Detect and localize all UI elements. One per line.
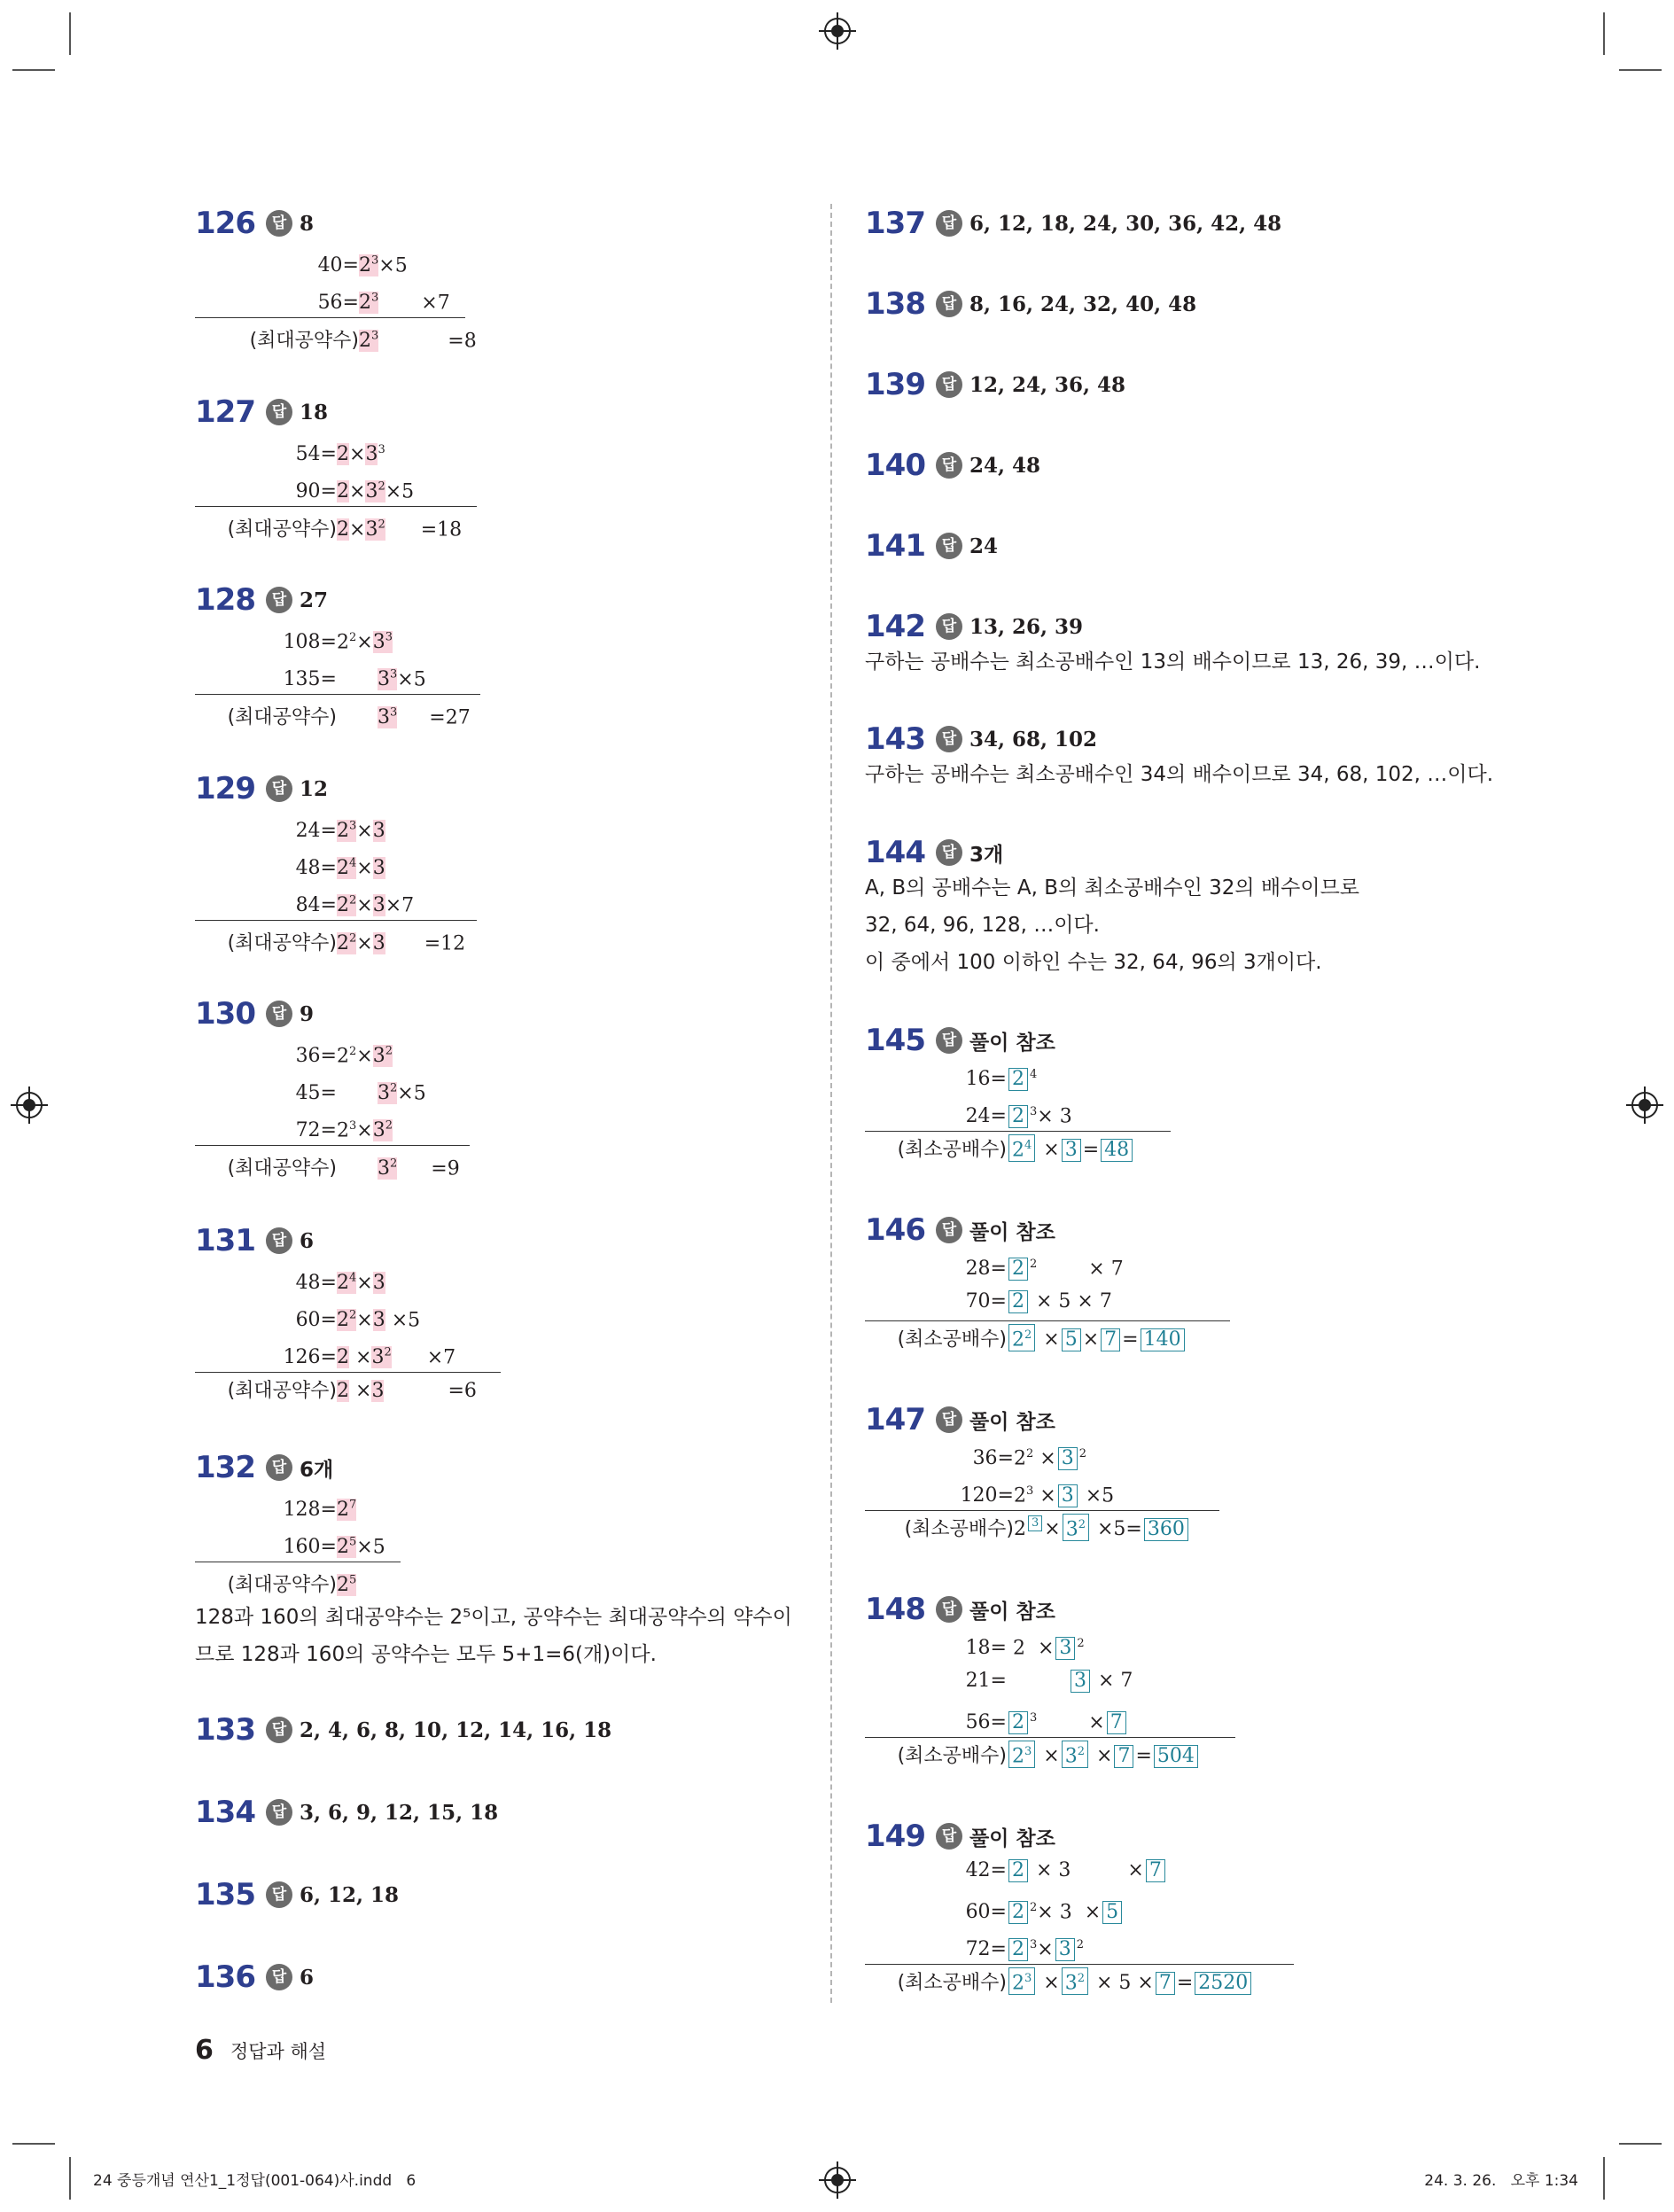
problem-136 xyxy=(195,1959,314,1995)
calc-row: $90=2\times 3^2\times 5$ xyxy=(295,480,415,503)
explanation-144 xyxy=(865,869,1359,981)
answer: 풀이 참조 xyxy=(969,1410,1055,1434)
calc-row: $126=2 \times 3^2 \times 7$ xyxy=(283,1346,456,1369)
explanation-132 xyxy=(195,1599,792,1673)
calc-row: $84=2^2\times 3\times 7$ xyxy=(295,894,415,917)
problem-number: 129 xyxy=(195,771,255,806)
problem-129 xyxy=(195,771,328,806)
answer: 6 xyxy=(299,1228,314,1253)
problem-128 xyxy=(195,582,328,618)
calc-result-row: (최대공약수)2 ×3 =6 xyxy=(195,1372,501,1410)
calc-146 xyxy=(865,1246,1230,1359)
answer: 풀이 참조 xyxy=(969,1031,1055,1055)
calc-row: $60=2^2\times 3 \times 5$ xyxy=(295,1309,421,1332)
calc-145 xyxy=(865,1056,1171,1169)
calc-row: $120=2^3 \times 3 \times 5$ xyxy=(960,1484,1115,1507)
calc-row: $135= 3^3\times 5$ xyxy=(283,668,426,691)
calc-row: 42= 2 × 3 × 7 xyxy=(865,1852,1294,1889)
problem-141 xyxy=(865,528,998,564)
answer-badge-icon: 답 xyxy=(936,1596,962,1623)
calc-row: 16= 2 $^4$ xyxy=(965,1068,1038,1091)
problem-number: 140 xyxy=(865,448,925,483)
problem-number: 144 xyxy=(865,835,925,870)
crop-mark xyxy=(1619,69,1662,71)
result-box: 360 xyxy=(1144,1518,1188,1541)
problem-144 xyxy=(865,835,1003,870)
answer-badge-icon: 답 xyxy=(936,839,962,866)
calc-result-row: (최대공약수)$2\times 3^2 =18$ xyxy=(195,506,477,544)
calc-result-row: (최소공배수) $2^4 \times 3 = 48$ xyxy=(865,1131,1171,1169)
crop-mark xyxy=(12,69,55,71)
problem-147 xyxy=(865,1402,1055,1437)
calc-result-row: (최대공약수)$2^2\times 3 =12$ xyxy=(195,920,477,958)
problem-number: 147 xyxy=(865,1402,925,1437)
crop-mark xyxy=(1603,2157,1605,2200)
problem-145 xyxy=(865,1023,1055,1058)
explanation-line: 이 중에서 100 이하인 수는 32, 64, 96의 3개이다. xyxy=(865,951,1322,974)
answer: 12, 24, 36, 48 xyxy=(969,372,1126,397)
explanation-line: 32, 64, 96, 128, …이다. xyxy=(865,914,1100,937)
problem-number: 143 xyxy=(865,721,925,757)
explanation-line: 구하는 공배수는 최소공배수인 34의 배수이므로 34, 68, 102, …이다. xyxy=(865,763,1494,786)
registration-mark-icon xyxy=(16,1092,43,1118)
problem-142 xyxy=(865,609,1083,644)
crop-mark xyxy=(69,2157,71,2200)
calc-row: $72=2^3\times 3^2$ xyxy=(295,1119,393,1142)
problem-143 xyxy=(865,721,1097,757)
calc-row: $45= 3^2\times 5$ xyxy=(295,1082,426,1105)
calc-148 xyxy=(865,1625,1235,1775)
registration-mark-icon xyxy=(824,2167,851,2193)
problem-number: 132 xyxy=(195,1450,255,1485)
problem-132 xyxy=(195,1450,333,1485)
calc-row: $36=2^2 \times 3$ $^2$ xyxy=(972,1447,1086,1470)
answer-badge-icon: 답 xyxy=(266,1227,292,1254)
slug-date: 24. 3. 26. 오후 1:34 xyxy=(1424,2172,1578,2190)
problem-number: 127 xyxy=(195,394,255,430)
calc-row: $40=2^3\times 5$ xyxy=(317,254,408,277)
calc-row: $108=2^2\times 3^3$ xyxy=(283,631,393,654)
crop-mark xyxy=(1619,2143,1662,2145)
calc-row: $54=2\times 3^3$ xyxy=(295,443,385,466)
calc-row: 18= 2 × 3 $^2$ xyxy=(965,1637,1085,1660)
answer-badge-icon: 답 xyxy=(936,726,962,752)
problem-146 xyxy=(865,1212,1055,1248)
result-box: 504 xyxy=(1154,1745,1198,1768)
calc-row: $48=2^4\times 3$ xyxy=(295,1272,385,1295)
crop-mark xyxy=(1603,12,1605,55)
answer-badge-icon: 답 xyxy=(936,533,962,559)
problem-138 xyxy=(865,286,1196,322)
calc-result-row: (최대공약수)$2^3 =8$ xyxy=(195,317,465,355)
problem-number: 130 xyxy=(195,996,255,1032)
answer-badge-icon: 답 xyxy=(266,210,292,237)
explanation-line: 므로 128과 160의 공약수는 모두 5+1=6(개)이다. xyxy=(195,1643,657,1666)
problem-number: 142 xyxy=(865,609,925,644)
result-box: 140 xyxy=(1141,1328,1185,1351)
page-title: 정답과 해설 xyxy=(230,2040,327,2062)
answer: 18 xyxy=(299,400,328,424)
problem-148 xyxy=(865,1592,1055,1627)
calc-row: 56= 2 $^3$ × 7 xyxy=(865,1700,1235,1737)
registration-mark-icon xyxy=(1631,1092,1658,1118)
problem-133 xyxy=(195,1712,611,1748)
answer-badge-icon: 답 xyxy=(266,1717,292,1743)
slug-filename: 24 중등개념 연산1_1정답(001-064)사.indd 6 xyxy=(93,2172,417,2190)
problem-126 xyxy=(195,206,314,241)
problem-149 xyxy=(865,1819,1055,1854)
calc-126 xyxy=(195,243,477,355)
problem-number: 149 xyxy=(865,1819,925,1854)
problem-127 xyxy=(195,394,328,430)
answer: 6, 12, 18 xyxy=(299,1882,400,1907)
calc-147 xyxy=(865,1436,1219,1548)
calc-row: 28= 2 $^2$ × 7 xyxy=(965,1258,1124,1281)
problem-139 xyxy=(865,367,1125,402)
calc-result-row: (최소공배수)2 $3 \times 3^2 \times 5= 360$ xyxy=(865,1510,1219,1548)
answer-badge-icon: 답 xyxy=(936,1406,962,1433)
problem-130 xyxy=(195,996,314,1032)
registration-mark-icon xyxy=(824,18,851,44)
calc-row: $48=2^4\times 3$ xyxy=(295,857,385,880)
answer: 12 xyxy=(299,776,328,801)
problem-number: 134 xyxy=(195,1795,255,1830)
answer-badge-icon: 답 xyxy=(936,1823,962,1850)
answer-badge-icon: 답 xyxy=(936,613,962,640)
problem-number: 137 xyxy=(865,206,925,241)
calc-128 xyxy=(195,619,480,732)
calc-row: 24= 2 $^3$× 3 xyxy=(965,1105,1072,1128)
answer-badge-icon: 답 xyxy=(936,371,962,398)
answer-badge-icon: 답 xyxy=(266,1454,292,1481)
problem-number: 135 xyxy=(195,1877,255,1912)
problem-number: 145 xyxy=(865,1023,925,1058)
calc-132 xyxy=(195,1487,401,1600)
answer: 24 xyxy=(969,534,998,558)
answer: 24, 48 xyxy=(969,453,1041,478)
calc-row: $128=2^7$ xyxy=(283,1499,357,1522)
result-box: 48 xyxy=(1101,1139,1133,1162)
problem-131 xyxy=(195,1223,314,1258)
answer: 13, 26, 39 xyxy=(969,614,1084,639)
answer: 풀이 참조 xyxy=(969,1826,1055,1850)
answer: 3개 xyxy=(969,843,1004,867)
calc-130 xyxy=(195,1033,470,1183)
answer: 풀이 참조 xyxy=(969,1600,1055,1624)
calc-149 xyxy=(865,1852,1294,2002)
answer-badge-icon: 답 xyxy=(936,1217,962,1243)
answer-badge-icon: 답 xyxy=(266,399,292,425)
result-box: 2520 xyxy=(1195,1972,1251,1995)
answer: 27 xyxy=(299,588,328,612)
calc-row: $56=2^3 \times 7$ xyxy=(317,292,450,315)
answer: 34, 68, 102 xyxy=(969,727,1098,752)
answer-badge-icon: 답 xyxy=(266,1001,292,1027)
calc-result-row: (최소공배수) $2^3 \times 3^2 \times 7 = 504$ xyxy=(865,1737,1235,1775)
problem-number: 131 xyxy=(195,1223,255,1258)
answer-badge-icon: 답 xyxy=(936,210,962,237)
explanation-142 xyxy=(865,643,1480,681)
answer-badge-icon: 답 xyxy=(936,452,962,479)
problem-134 xyxy=(195,1795,498,1830)
problem-number: 138 xyxy=(865,286,925,322)
answer: 6개 xyxy=(299,1458,334,1482)
column-divider xyxy=(830,204,832,2003)
calc-row: $160=2^5\times 5$ xyxy=(283,1536,385,1559)
calc-127 xyxy=(195,432,477,544)
explanation-143 xyxy=(865,756,1493,793)
calc-result-row: (최소공배수) $2^2 \times 5 \times 7 = 140$ xyxy=(865,1320,1230,1359)
answer: 3, 6, 9, 12, 15, 18 xyxy=(299,1800,499,1825)
answer: 2, 4, 6, 8, 10, 12, 14, 16, 18 xyxy=(299,1717,612,1742)
calc-result-row: (최소공배수) $2^3 \times 3^2 \times 5 \times 7 = 2520$ xyxy=(865,1964,1294,2002)
calc-result-row: (최대공약수)$2^5$ xyxy=(195,1562,401,1600)
answer: 6, 12, 18, 24, 30, 36, 42, 48 xyxy=(969,211,1282,236)
calc-129 xyxy=(195,808,477,958)
problem-number: 148 xyxy=(865,1592,925,1627)
calc-result-row: (최대공약수) $3^3 =27$ xyxy=(195,694,480,732)
calc-row: 21= 3 × 7 xyxy=(965,1670,1133,1692)
explanation-line: 구하는 공배수는 최소공배수인 13의 배수이므로 13, 26, 39, …이다. xyxy=(865,650,1481,674)
problem-137 xyxy=(865,206,1281,241)
answer: 8 xyxy=(299,211,314,236)
answer: 6 xyxy=(299,1965,314,1990)
explanation-line: 128과 160의 최대공약수는 2⁵이고, 공약수는 최대공약수의 약수이 xyxy=(195,1606,792,1629)
problem-number: 146 xyxy=(865,1212,925,1248)
answer-badge-icon: 답 xyxy=(936,1027,962,1054)
calc-row: 70= 2 × 5 × 7 xyxy=(965,1290,1112,1312)
answer-badge-icon: 답 xyxy=(266,587,292,613)
answer: 풀이 참조 xyxy=(969,1220,1055,1244)
calc-result-row: (최대공약수) $3^2 =9$ xyxy=(195,1145,470,1183)
calc-row: 72= 2 $^3$× 3 $^2$ xyxy=(965,1938,1084,1961)
answer-badge-icon: 답 xyxy=(266,1799,292,1826)
crop-mark xyxy=(69,12,71,55)
answer-badge-icon: 답 xyxy=(266,1881,292,1908)
problem-number: 141 xyxy=(865,528,925,564)
crop-mark xyxy=(12,2143,55,2145)
answer-badge-icon: 답 xyxy=(266,1964,292,1990)
calc-row: 60= 2 $^2$× 3 × 5 xyxy=(865,1889,1294,1927)
problem-number: 126 xyxy=(195,206,255,241)
calc-row: $36=2^2\times 3^2$ xyxy=(295,1045,393,1068)
problem-140 xyxy=(865,448,1040,483)
problem-number: 139 xyxy=(865,367,925,402)
problem-135 xyxy=(195,1877,399,1912)
problem-number: 128 xyxy=(195,582,255,618)
problem-number: 136 xyxy=(195,1959,255,1995)
problem-number: 133 xyxy=(195,1712,255,1748)
page-footer xyxy=(195,2035,326,2066)
answer: 8, 16, 24, 32, 40, 48 xyxy=(969,292,1197,316)
answer: 9 xyxy=(299,1001,314,1026)
explanation-line: A, B의 공배수는 A, B의 최소공배수인 32의 배수이므로 xyxy=(865,876,1360,900)
calc-131 xyxy=(195,1260,501,1410)
answer-badge-icon: 답 xyxy=(266,775,292,802)
answer-badge-icon: 답 xyxy=(936,291,962,317)
calc-row: $24=2^3\times 3$ xyxy=(295,820,385,843)
page-number: 6 xyxy=(195,2035,214,2066)
